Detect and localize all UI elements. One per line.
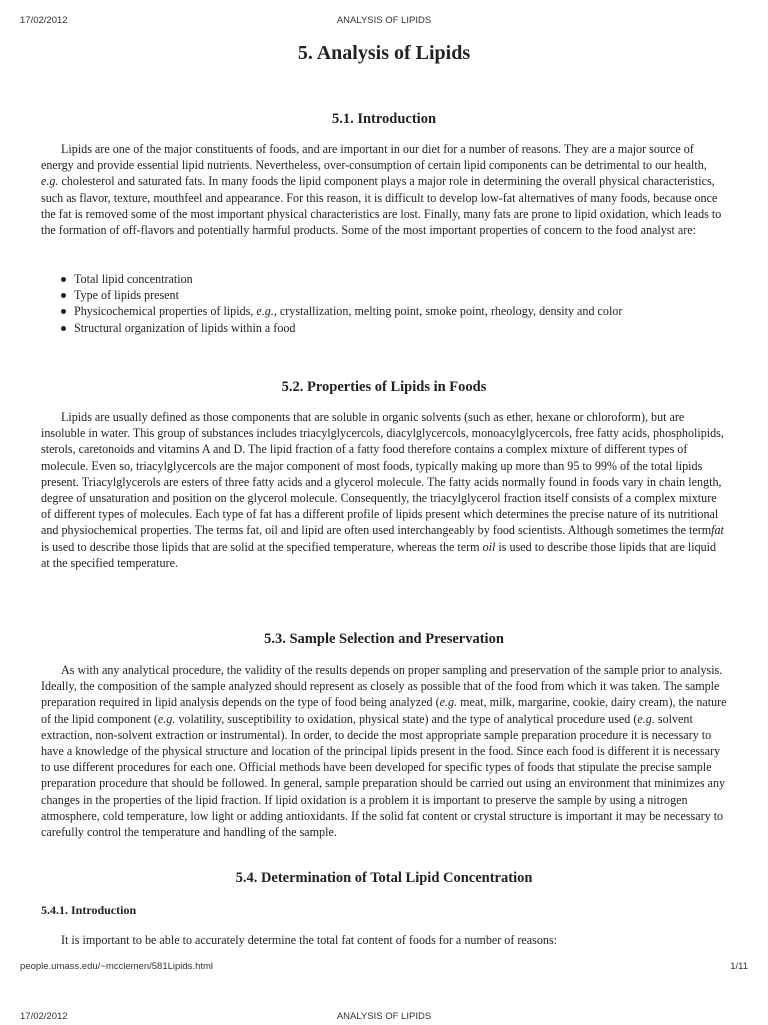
page-title: 5. Analysis of Lipids [297,42,471,64]
page-footer [20,961,748,975]
list-item: Structural organization of lipids within a food [41,320,727,336]
header-date: 17/02/2012 [20,1011,68,1022]
list-item: Type of lipids present [41,287,727,303]
section-heading-total-lipid: 5.4. Determination of Total Lipid Concentration [235,870,533,886]
header-title: ANALYSIS OF LIPIDS [336,15,432,26]
next-page-header [20,1011,748,1025]
header-date: 17/02/2012 [20,15,68,26]
properties-list [41,271,727,336]
footer-page-number: 1/11 [730,961,748,972]
list-item: Physicochemical properties of lipids, e.g., crystallization, melting point, smoke point, rheology, density and color [41,303,727,319]
properties-paragraph: Lipids are usually defined as those components that are soluble in organic solvents (such as ether, hexane or chloroform), but are insoluble in water. This group of substances includes triacylglycercols, diacylglycercols, monoacylglycercols, free fatty acids, phospholipids, sterols, caretonoids and vitamins A and D. The lipid fraction of a fatty food therefore contains a complex mixture of different types of molecule. Even so, triacylglycercols are the major component of most foods, typically making up more than 95 to 99% of the total lipids present. Triacylglycerols are esters of three fatty acids and a glycerol molecule. The fatty acids normally found in foods vary in chain length, degree of unsaturation and position on the glycerol molecule. Consequently, the triacylglycerol fraction itself consists of a complex mixture of different types of molecules. Each type of fat has a different profile of lipids present which determines the precise nature of its nutritional and physiochemical properties. The terms fat, oil and lipid are often used interchangeably by food scientists. Although sometimes the termfat is used to describe those lipids that are solid at the specified temperature, whereas the term oil is used to describe those lipids that are liquid at the specified temperature. [41,410,724,570]
introduction-paragraph: Lipids are one of the major constituents of foods, and are important in our diet for a number of reasons. They are a major source of energy and provide essential lipid nutrients. Nevertheless, over-consumption of certain lipid components can be detrimental to our health, e.g. cholesterol and saturated fats. In many foods the lipid component plays a major role in determining the overall physical characteristics, such as flavor, texture, mouthfeel and appearance. For this reason, it is difficult to develop low-fat alternatives of many foods, because once the fat is removed some of the most important physical characteristics are lost. Finally, many fats are prone to lipid oxidation, which leads to the formation of off-flavors and potentially harmful products. Some of the most important properties of concern to the food analyst are: [41,142,722,238]
section-heading-properties: 5.2. Properties of Lipids in Foods [281,379,487,395]
subsection-heading-introduction: 5.4.1. Introduction [41,903,137,917]
header-title: ANALYSIS OF LIPIDS [336,1011,432,1022]
total-lipid-paragraph: It is important to be able to accurately determine the total fat content of foods for a number of reasons: [61,933,558,947]
section-heading-introduction: 5.1. Introduction [331,111,437,127]
sample-selection-paragraph: As with any analytical procedure, the validity of the results depends on proper sampling and preservation of the sample prior to analysis. Ideally, the composition of the sample analyzed should represent as closely as possible that of the food from which it was taken. The sample preparation required in lipid analysis depends on the type of food being analyzed (e.g. meat, milk, margarine, cookie, dairy cream), the nature of the lipid component (e.g. volatility, susceptibility to oxidation, physical state) and the type of analytical procedure used (e.g. solvent extraction, non-solvent extraction or instrumental). In order, to decide the most appropriate sample preparation procedure it is necessary to have a knowledge of the physical structure and location of the principal lipids present in the food. Since each food is different it is necessary to use different procedures for each one. Official methods have been developed for specific types of foods that stipulate the precise sample preparation procedure that should be followed. In general, sample preparation should be carried out using an environment that minimizes any changes in the properties of the lipid fraction. If lipid oxidation is a problem it is important to preserve the sample by using a nitrogen atmosphere, cold temperature, low light or adding antioxidants. If the solid fat content or crystal structure is important it may be necessary to carefully control the temperature and handling of the sample. [41,663,727,840]
footer-url: people.umass.edu/~mcclemen/581Lipids.html [20,961,214,972]
page-header [20,15,748,29]
section-heading-sample-selection: 5.3. Sample Selection and Preservation [264,631,504,647]
list-item: Total lipid concentration [41,271,727,287]
